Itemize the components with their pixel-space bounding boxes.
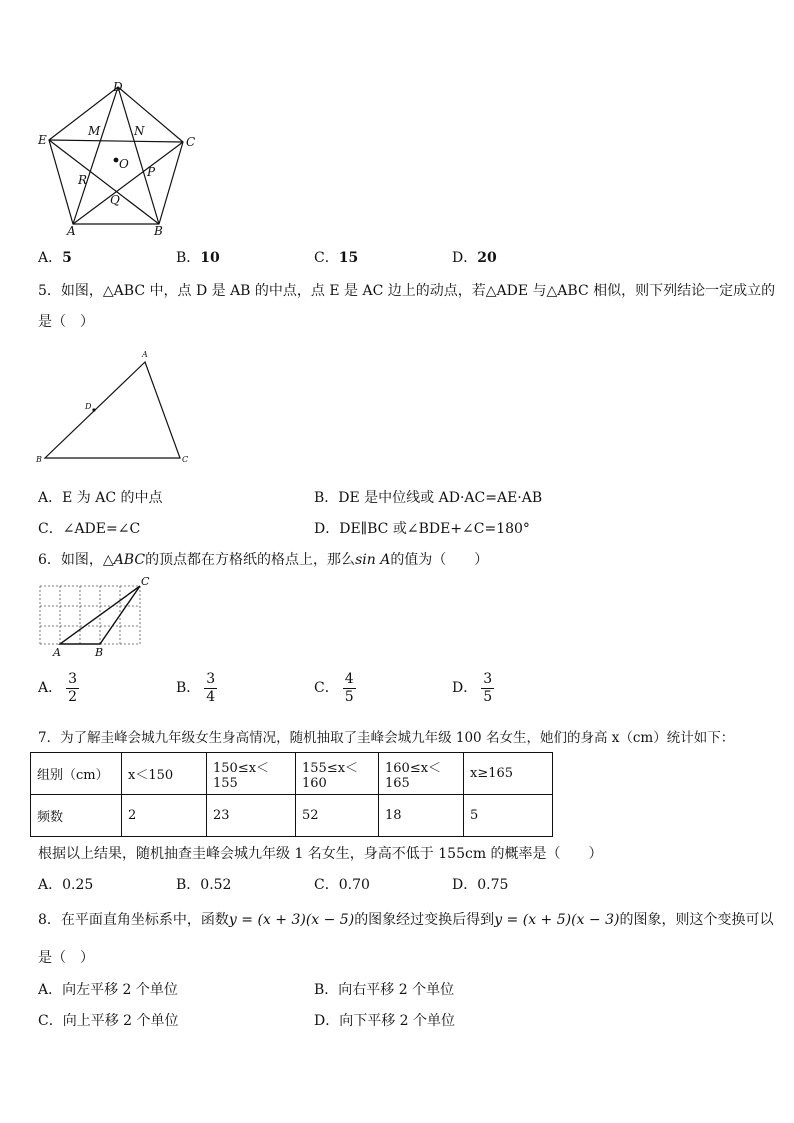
label-O: O (119, 157, 129, 171)
table-header-cell: 组别（cm） (31, 753, 122, 795)
q6-stem: 6．如图，△ABC的顶点都在方格纸的格点上，那么sin A的值为（ ） (38, 552, 489, 568)
q4-option-c: C．15 (314, 250, 359, 266)
q8-option-d: D．向下平移 2 个单位 (314, 1013, 456, 1029)
q5-option-c: C．∠ADE=∠C (38, 521, 141, 537)
label-C: C (182, 455, 189, 464)
q5-option-b: B．DE 是中位线或 AD·AC=AE·AB (314, 490, 543, 506)
q8-stem-line1: 8．在平面直角坐标系中，函数y = (x + 3)(x − 5)的图象经过变换后得到y = (x + 5)(x − 3)的图象，则这个变换可以 (38, 912, 774, 928)
table-cell: 2 (122, 795, 207, 837)
q8-option-c: C．向上平移 2 个单位 (38, 1013, 179, 1029)
label-P: P (147, 165, 156, 179)
label-B: B (95, 646, 104, 659)
table-cell: 频数 (31, 795, 122, 837)
q5-stem-line2: 是（ ） (38, 314, 94, 330)
label-Q: Q (110, 193, 120, 207)
label-B: B (154, 224, 163, 238)
triangle-ABC (45, 362, 180, 458)
label-A: A (53, 646, 61, 659)
q6-grid-figure (36, 574, 156, 662)
label-E: E (38, 133, 47, 147)
diagonal-CA (73, 142, 183, 224)
label-B: B (36, 455, 42, 464)
q7-option-c: C．0.70 (314, 877, 370, 893)
table-header-cell: x≥165 (464, 753, 553, 795)
table-cell: 18 (379, 795, 464, 837)
q8-option-b: B．向右平移 2 个单位 (314, 982, 455, 998)
label-D: D (85, 402, 92, 411)
q6-option-a: A． $\frac{3}{2}$ (38, 670, 78, 705)
label-N: N (134, 124, 145, 138)
q8-stem-line2: 是（ ） (38, 950, 94, 966)
q7-option-d: D．0.75 (452, 877, 509, 893)
table-cell: 5 (464, 795, 553, 837)
table-header-row (31, 753, 553, 795)
q6-option-d: D． $\frac{3}{5}$ (452, 670, 493, 705)
label-M: M (88, 124, 101, 138)
q7-stem: 7．为了解圭峰会城九年级女生身高情况，随机抽取了圭峰会城九年级 100 名女生，她们的身高 x（cm）统计如下： (38, 730, 735, 746)
label-D: D (113, 80, 123, 94)
table-header-cell: x＜150 (122, 753, 207, 795)
label-C: C (186, 135, 196, 149)
q7-option-b: B．0.52 (176, 877, 232, 893)
midpoint-D (92, 408, 95, 411)
q7-option-a: A．0.25 (38, 877, 94, 893)
q8-option-a: A．向左平移 2 个单位 (38, 982, 178, 998)
q4-option-a: A．5 (38, 250, 72, 266)
q4-option-b: B．10 (176, 250, 220, 266)
q6-option-b: B． $\frac{3}{4}$ (176, 670, 216, 705)
table-cell: 52 (296, 795, 379, 837)
q5-stem-line1: 5．如图，△ABC 中，点 D 是 AB 的中点，点 E 是 AC 边上的动点，若△ADE 与△ABC 相似，则下列结论一定成立的 (38, 283, 776, 299)
label-A: A (142, 350, 148, 359)
table-header-cell: 150≤x＜155 (207, 753, 296, 795)
q5-option-a: A．E 为 AC 的中点 (38, 490, 163, 506)
pentagon-star-figure (30, 78, 210, 238)
diagonal-DB (118, 87, 159, 224)
table-row (31, 795, 553, 837)
q6-option-c: C． $\frac{4}{5}$ (314, 670, 354, 705)
q7-frequency-table (30, 752, 553, 837)
label-R: R (78, 173, 88, 187)
diagonal-EB (49, 140, 159, 224)
label-C: C (141, 575, 150, 588)
label-A: A (67, 224, 76, 238)
q5-option-d: D．DE∥BC 或∠BDE+∠C=180° (314, 521, 530, 537)
table-header-cell: 160≤x＜165 (379, 753, 464, 795)
diagonal-EC (49, 140, 183, 142)
table-cell: 23 (207, 795, 296, 837)
center-point-O (114, 158, 119, 163)
q4-option-d: D．20 (452, 250, 497, 266)
q5-triangle-figure (34, 348, 194, 466)
table-header-cell: 155≤x＜160 (296, 753, 379, 795)
q7-question: 根据以上结果，随机抽查圭峰会城九年级 1 名女生，身高不低于 155cm 的概率是（ ） (38, 846, 603, 862)
